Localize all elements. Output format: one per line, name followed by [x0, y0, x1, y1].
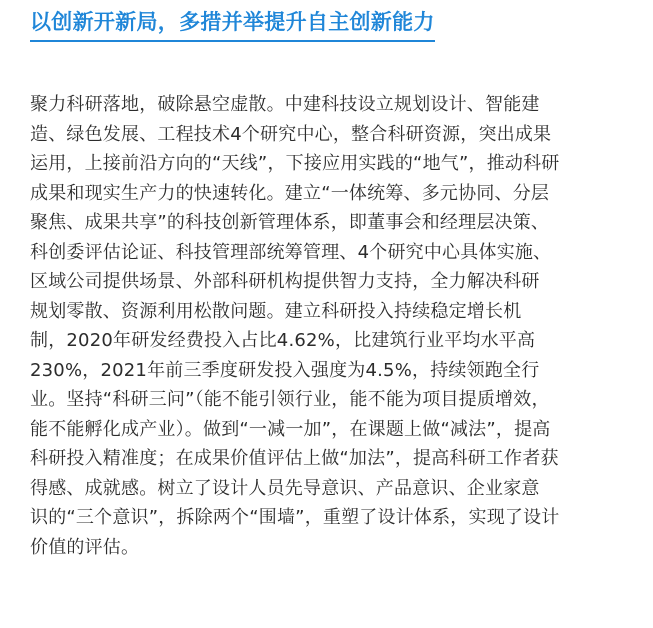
paragraph-line: 230%，2021年前三季度研发投入强度为4.5%，持续领跑全行: [30, 359, 540, 381]
paragraph-line: 能不能孵化成产业）。做到“一减一加”，在课题上做“减法”，提高: [30, 418, 551, 440]
article-paragraph: [30, 90, 622, 562]
paragraph-line: 规划零散、资源利用松散问题。建立科研投入持续稳定增长机: [30, 300, 522, 322]
paragraph-line: 制，2020年研发经费投入占比4.62%，比建筑行业平均水平高: [30, 330, 536, 351]
paragraph-line: 得感、成就感。树立了设计人员先导意识、产品意识、企业家意: [30, 477, 540, 499]
paragraph-line: 造、绿色发展、工程技术4个研究中心，整合科研资源，突出成果: [30, 123, 552, 145]
paragraph-line: 区域公司提供场景、外部科研机构提供智力支持，全力解决科研: [30, 271, 540, 292]
paragraph-line: 识的“三个意识”，拆除两个“围墙”，重塑了设计体系，实现了设计: [30, 507, 560, 528]
section-heading-underline: [30, 40, 435, 42]
paragraph-line: 运用，上接前沿方向的“天线”，下接应用实践的“地气”，推动科研: [30, 153, 560, 174]
paragraph-line: 价值的评估。: [30, 536, 140, 558]
paragraph-line: 成果和现实生产力的快速转化。建立“一体统筹、多元协同、分层: [30, 182, 550, 204]
paragraph-line: 聚力科研落地，破除悬空虚散。中建科技设立规划设计、智能建: [30, 94, 540, 115]
paragraph-line: 科研投入精准度；在成果价值评估上做“加法”，提高科研工作者获: [30, 448, 559, 469]
paragraph-line: 科创委评估论证、科技管理部统筹管理、4个研究中心具体实施、: [30, 241, 552, 263]
paragraph-line: 业。坚持“科研三问”（能不能引领行业，能不能为项目提质增效，: [30, 389, 550, 410]
paragraph-line: 聚焦、成果共享”的科技创新管理体系，即董事会和经理层决策、: [30, 212, 550, 233]
section-heading: [30, 7, 435, 37]
section-heading-text: 以创新开新局，多措并举提升自主创新能力: [30, 10, 435, 34]
